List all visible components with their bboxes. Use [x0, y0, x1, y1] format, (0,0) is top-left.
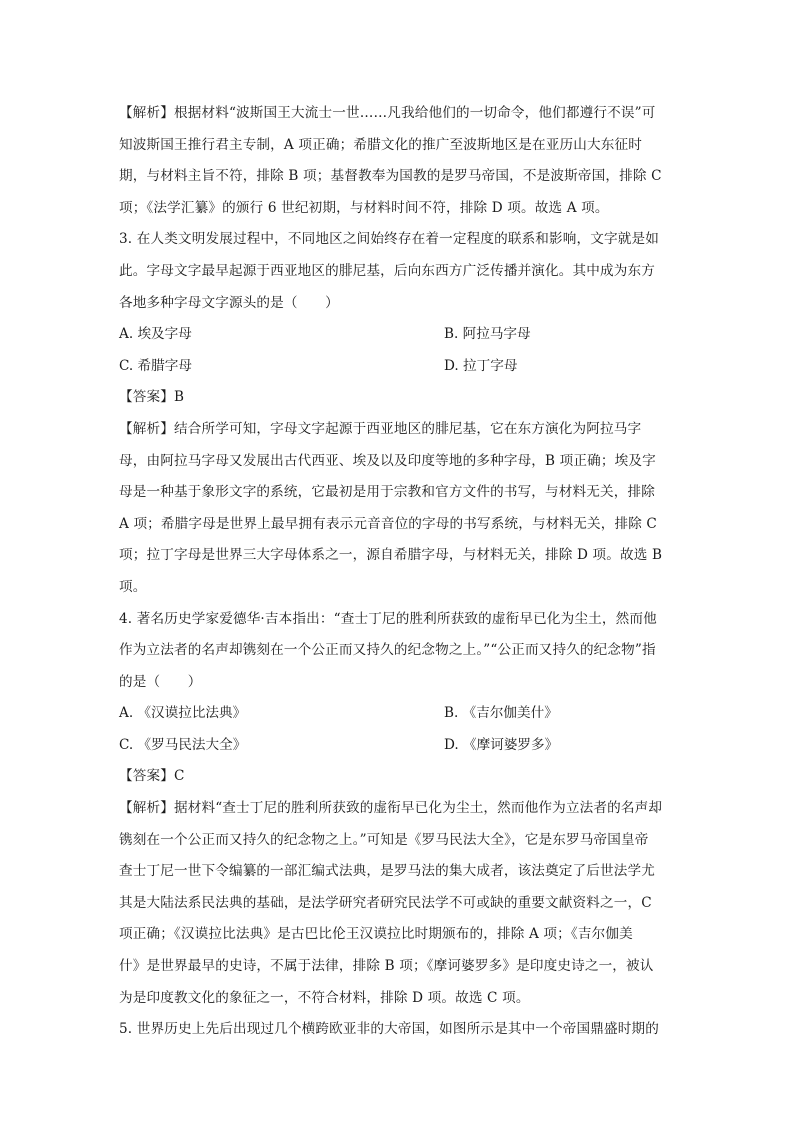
q2-analysis — [119, 98, 675, 224]
question-5 — [119, 1014, 675, 1046]
analysis-line: 什》是世界最早的史诗，不属于法律，排除 B 项；《摩诃婆罗多》是印度史诗之一，被认 — [119, 958, 654, 975]
options-row — [119, 698, 675, 730]
analysis-line: 【解析】结合所学可知，字母文字起源于西亚地区的腓尼基，它在东方演化为阿拉马字 — [119, 420, 642, 437]
question-stem-line: 3. 在人类文明发展过程中，不同地区之间始终存在着一定程度的联系和影响，文字就是如 — [119, 231, 660, 248]
analysis-line: 项正确；《汉谟拉比法典》是古巴比伦王汉谟拉比时期颁布的，排除 A 项；《吉尔伽美 — [119, 926, 633, 943]
question-stem-line: 作为立法者的名声却镌刻在一个公正而又持久的纪念物之上。”“公正而又持久的纪念物”指 — [119, 642, 656, 659]
option-c: C. 希腊字母 — [119, 357, 192, 374]
analysis-line: 母是一种基于象形文字的系统，它最初是用于宗教和官方文件的书写，与材料无关，排除 — [119, 484, 656, 501]
question-3 — [119, 224, 675, 603]
option-b: B. 《吉尔伽美什》 — [444, 705, 558, 722]
answer-label: 【答案】B — [119, 389, 185, 406]
analysis-line: 【解析】根据材料“波斯国王大流士一世……凡我给他们的一切命令，他们都遵行不误”可 — [119, 105, 656, 121]
option-a: A. 埃及字母 — [119, 326, 192, 343]
analysis-line: 镌刻在一个公正而又持久的纪念物之上。”可知是《罗马民法大全》，它是东罗马帝国皇帝 — [119, 831, 649, 848]
answer-label: 【答案】C — [119, 768, 185, 785]
option-b: B. 阿拉马字母 — [444, 326, 531, 343]
analysis-line: 项。 — [119, 578, 147, 595]
document-page — [119, 98, 675, 1046]
options-row — [119, 730, 675, 762]
question-stem-line: 此。字母文字最早起源于西亚地区的腓尼基，后向东西方广泛传播并演化。其中成为东方 — [119, 262, 656, 279]
options-row — [119, 319, 675, 351]
question-stem-line: 5. 世界历史上先后出现过几个横跨欧亚非的大帝国，如图所示是其中一个帝国鼎盛时期的 — [119, 1021, 660, 1038]
options-row — [119, 351, 675, 383]
analysis-line: A 项；希腊字母是世界上最早拥有表示元音音位的字母的书写系统，与材料无关，排除 C — [119, 515, 657, 532]
analysis-line: 【解析】据材料“查士丁尼的胜利所获致的虚衔早已化为尘土，然而他作为立法者的名声却 — [119, 800, 663, 817]
question-stem-line: 的是（ ） — [119, 673, 202, 690]
analysis-line: 知波斯国王推行君主专制，A 项正确；希腊文化的推广至波斯地区是在亚历山大东征时 — [119, 136, 642, 153]
question-4 — [119, 604, 675, 1015]
analysis-line: 项；拉丁字母是世界三大字母体系之一，源自希腊字母，与材料无关，排除 D 项。故选 B — [119, 547, 663, 564]
analysis-line: 查士丁尼一世下令编纂的一部汇编式法典，是罗马法的集大成者，该法奠定了后世法学尤 — [119, 863, 656, 880]
analysis-line: 母，由阿拉马字母又发展出古代西亚、埃及以及印度等地的多种字母，B 项正确；埃及字 — [119, 452, 656, 469]
option-a: A. 《汉谟拉比法典》 — [119, 705, 247, 722]
analysis-line: 项；《法学汇纂》的颁行 6 世纪初期，与材料时间不符，排除 D 项。故选 A 项。 — [119, 199, 609, 216]
analysis-line: 为是印度教文化的象征之一，不符合材料，排除 D 项。故选 C 项。 — [119, 989, 530, 1006]
analysis-line: 期，与材料主旨不符，排除 B 项；基督教奉为国教的是罗马帝国，不是波斯帝国，排除 C — [119, 168, 662, 185]
option-d: D. 拉丁字母 — [444, 357, 518, 374]
analysis-line: 其是大陆法系民法典的基础，是法学研究者研究民法学不可或缺的重要文献资料之一，C — [119, 894, 652, 911]
option-d: D. 《摩诃婆罗多》 — [444, 736, 559, 753]
question-stem-line: 4. 著名历史学家爱德华·吉本指出：“查士丁尼的胜利所获致的虚衔早已化为尘土，然而他 — [119, 610, 657, 627]
option-c: C. 《罗马民法大全》 — [119, 736, 247, 753]
question-stem-line: 各地多种字母文字源头的是（ ） — [119, 294, 339, 311]
